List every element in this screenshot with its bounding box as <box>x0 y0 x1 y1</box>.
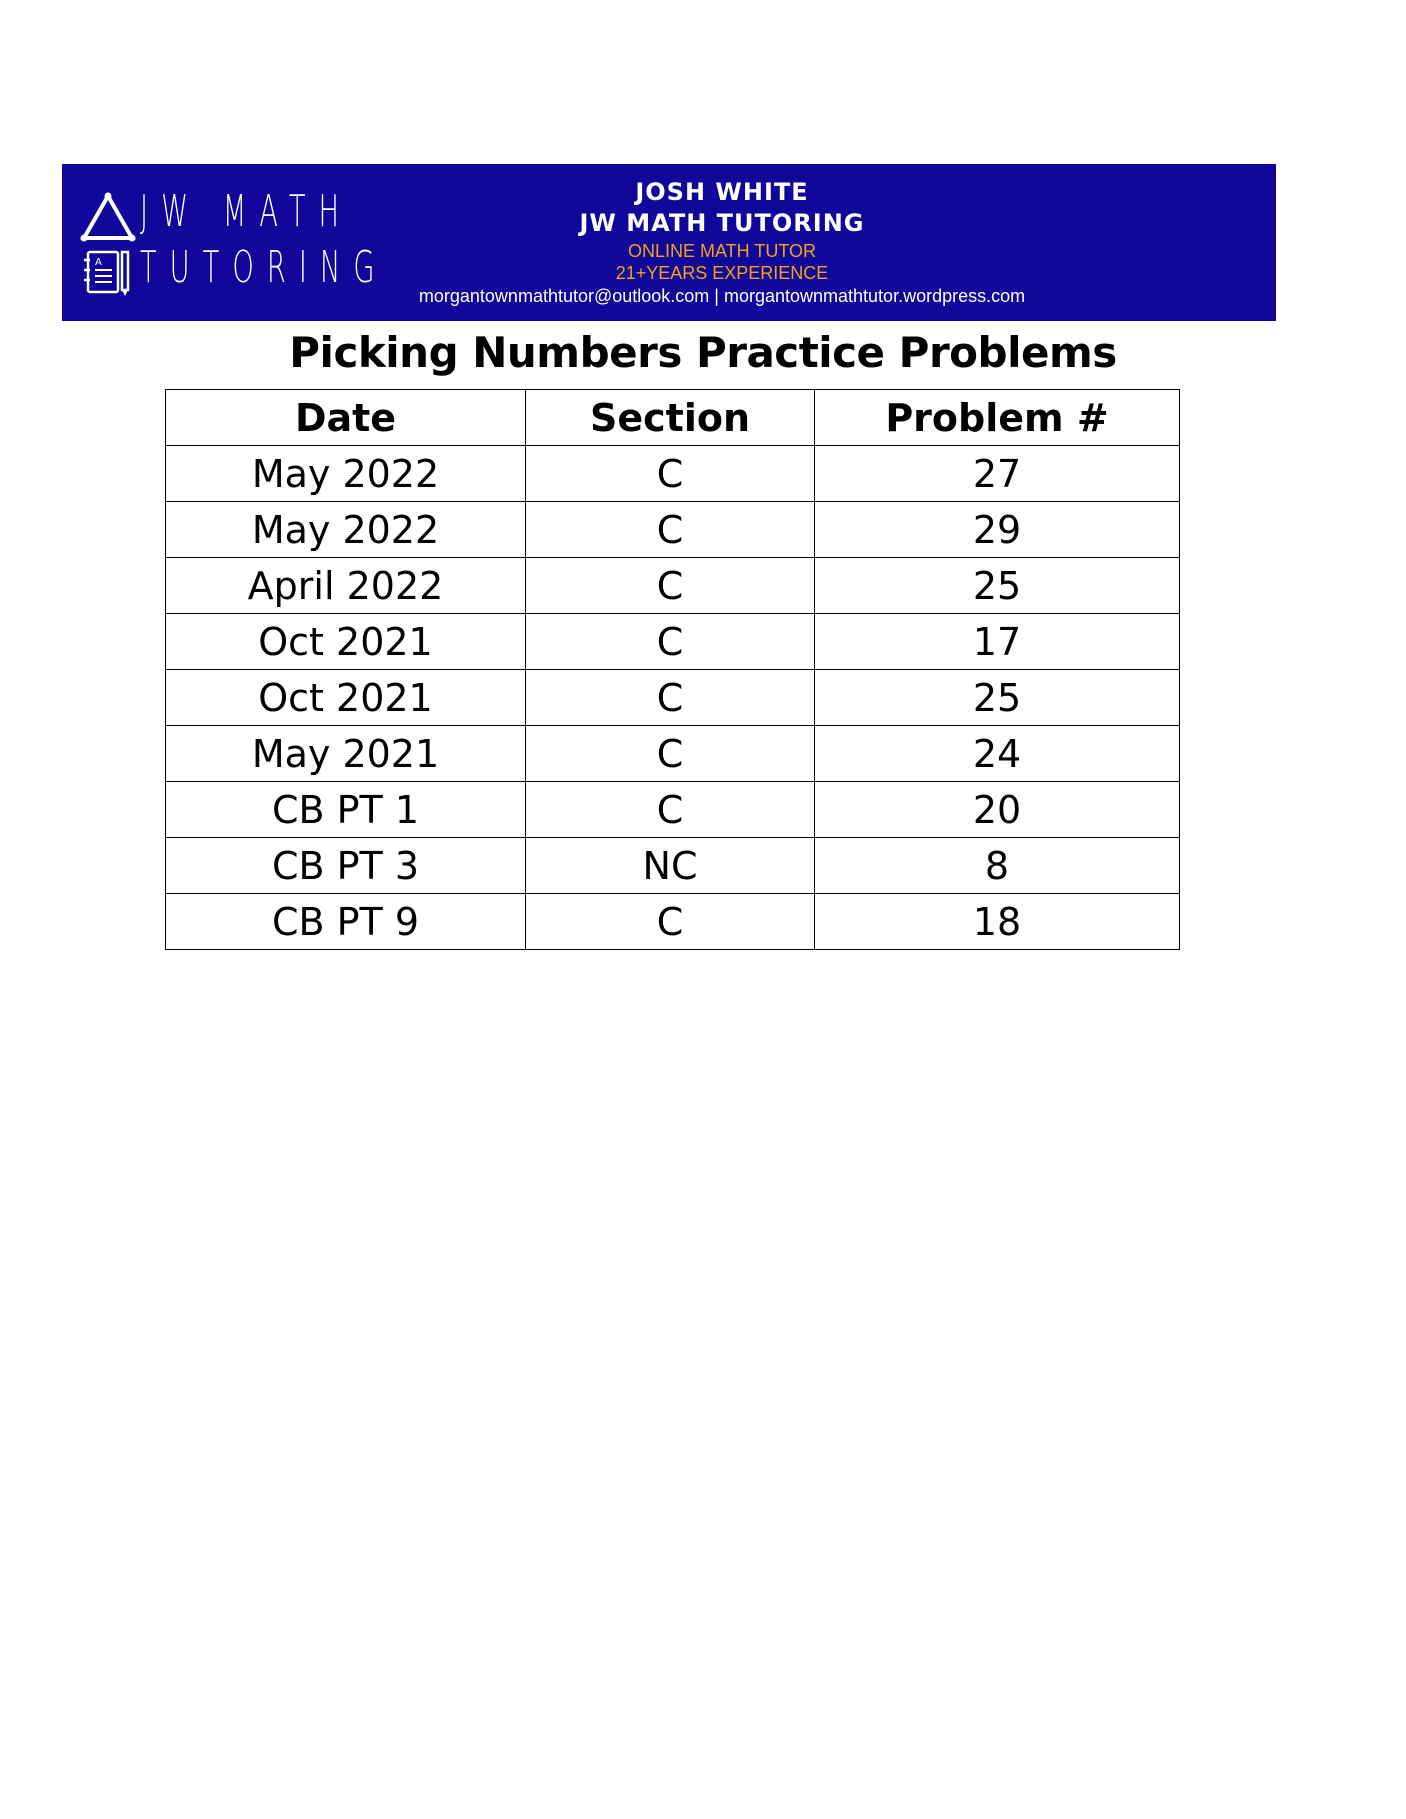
cell-date: CB PT 3 <box>166 838 526 894</box>
cell-date: May 2021 <box>166 726 526 782</box>
tagline-online: ONLINE MATH TUTOR <box>627 241 816 261</box>
table-row <box>166 446 1180 502</box>
logo <box>80 186 388 298</box>
cell-date: Oct 2021 <box>166 670 526 726</box>
cell-date: May 2022 <box>166 502 526 558</box>
header-section: Section <box>526 390 815 446</box>
header-problem-number: Problem # <box>815 390 1180 446</box>
cell-date: April 2022 <box>166 558 526 614</box>
table-row <box>166 558 1180 614</box>
cell-section: C <box>526 614 815 670</box>
cell-date: Oct 2021 <box>166 614 526 670</box>
table-row <box>166 502 1180 558</box>
cell-date: CB PT 9 <box>166 894 526 950</box>
cell-problem-number: 29 <box>815 502 1180 558</box>
cell-problem-number: 25 <box>815 558 1180 614</box>
logo-text-line1: JW MATH <box>140 186 353 237</box>
cell-problem-number: 25 <box>815 670 1180 726</box>
cell-section: C <box>526 894 815 950</box>
tagline-experience: 21+YEARS EXPERIENCE <box>615 263 829 283</box>
cell-problem-number: 17 <box>815 614 1180 670</box>
cell-problem-number: 8 <box>815 838 1180 894</box>
cell-problem-number: 27 <box>815 446 1180 502</box>
practice-problems-table <box>165 389 1180 950</box>
header-banner <box>62 164 1276 321</box>
cell-date: CB PT 1 <box>166 782 526 838</box>
table-row <box>166 782 1180 838</box>
cell-problem-number: 18 <box>815 894 1180 950</box>
cell-section: C <box>526 558 815 614</box>
svg-text:A: A <box>95 257 102 268</box>
logo-text-line2: TUTORING <box>140 242 388 293</box>
triangle-icon <box>80 192 136 242</box>
table-header-row <box>166 390 1180 446</box>
table-row <box>166 838 1180 894</box>
page-title: Picking Numbers Practice Problems <box>289 328 1117 377</box>
table-row <box>166 726 1180 782</box>
contact-line: morgantownmathtutor@outlook.com | morgantownmathtutor.wordpress.com <box>418 286 1026 306</box>
cell-problem-number: 20 <box>815 782 1180 838</box>
company-name: JW MATH TUTORING <box>579 209 865 237</box>
table-row <box>166 894 1180 950</box>
cell-section: C <box>526 670 815 726</box>
cell-section: NC <box>526 838 815 894</box>
cell-section: C <box>526 446 815 502</box>
table-row <box>166 670 1180 726</box>
notebook-icon <box>82 248 132 298</box>
header-date: Date <box>166 390 526 446</box>
table-row <box>166 614 1180 670</box>
cell-date: May 2022 <box>166 446 526 502</box>
cell-section: C <box>526 726 815 782</box>
cell-section: C <box>526 782 815 838</box>
cell-problem-number: 24 <box>815 726 1180 782</box>
cell-section: C <box>526 502 815 558</box>
tutor-name: JOSH WHITE <box>635 178 809 206</box>
